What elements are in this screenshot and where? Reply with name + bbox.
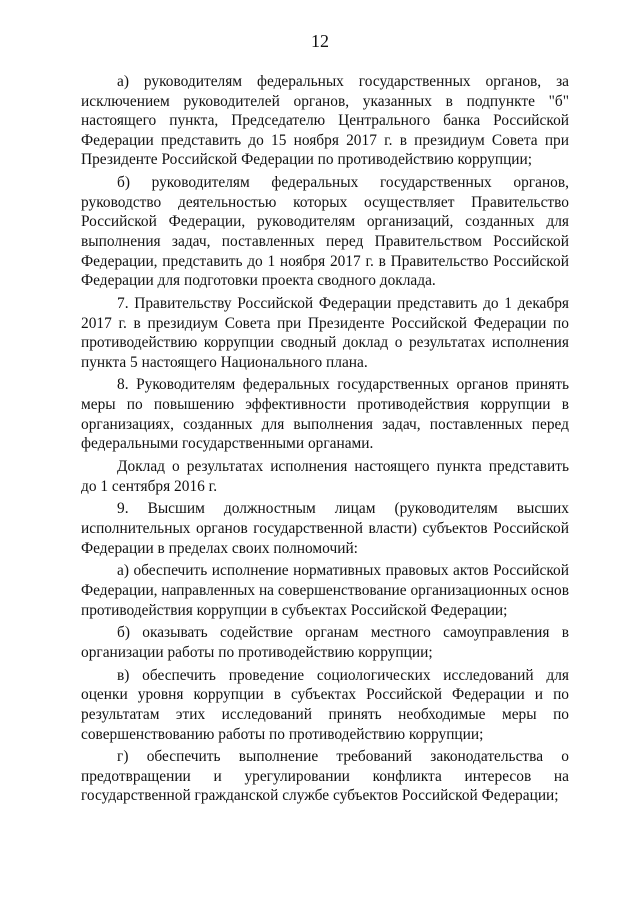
paragraph-point-8: 8. Руководителям федеральных государственных органов принять меры по повышению эффективности противодействия коррупции в организациях, созданных для выполнения задач, поставленных перед федеральными государственными органами. [81,376,569,453]
paragraph-point-9: 9. Высшим должностным лицам (руководителям высших исполнительных органов государственной власти) субъектов Российской Федерации в пределах своих полномочий: [81,500,569,557]
paragraph-report-deadline: Доклад о результатах исполнения настоящего пункта представить до 1 сентября 2016 г. [81,458,569,495]
paragraph-item-b-government-bodies: б) руководителям федеральных государственных органов, руководство деятельностью которых осуществляет Правительство Российской Федерации, руководителям организаций, созданных для выполнения задач, поставленных перед Правительством Российской Федерации, представить до 1 ноября 2017 г. в Правительство Российской Федерации для подготовки проекта сводного доклада. [81,174,569,290]
document-body [81,72,569,809]
paragraph-item-a-federal-heads: а) руководителям федеральных государственных органов, за исключением руководителей органов, указанных в подпункте "б" настоящего пункта, Председателю Центрального банка Российской Федерации представить до 15 ноября 2017 г. в президиум Совета при Президенте Российской Федерации по противодействию коррупции; [81,73,569,169]
paragraph-9g: г) обеспечить выполнение требований законодательства о предотвращении и урегулировании конфликта интересов на государственной гражданской службе субъектов Российской Федерации; [81,748,569,805]
paragraph-9b: б) оказывать содействие органам местного самоуправления в организации работы по противодействию коррупции; [81,624,569,661]
paragraph-point-7: 7. Правительству Российской Федерации представить до 1 декабря 2017 г. в президиум Совета при Президенте Российской Федерации по противодействию коррупции сводный доклад о результатах исполнения пункта 5 настоящего Национального плана. [81,294,569,371]
paragraph-9a: а) обеспечить исполнение нормативных правовых актов Российской Федерации, направленных на совершенствование организационных основ противодействия коррупции в субъектах Российской Федерации; [81,562,570,619]
page-number: 12 [311,31,329,51]
paragraph-9v: в) обеспечить проведение социологических исследований для оценки уровня коррупции в субъектах Российской Федерации и по результатам этих исследований принять необходимые меры по совершенствованию работы по противодействию коррупции; [81,666,569,743]
